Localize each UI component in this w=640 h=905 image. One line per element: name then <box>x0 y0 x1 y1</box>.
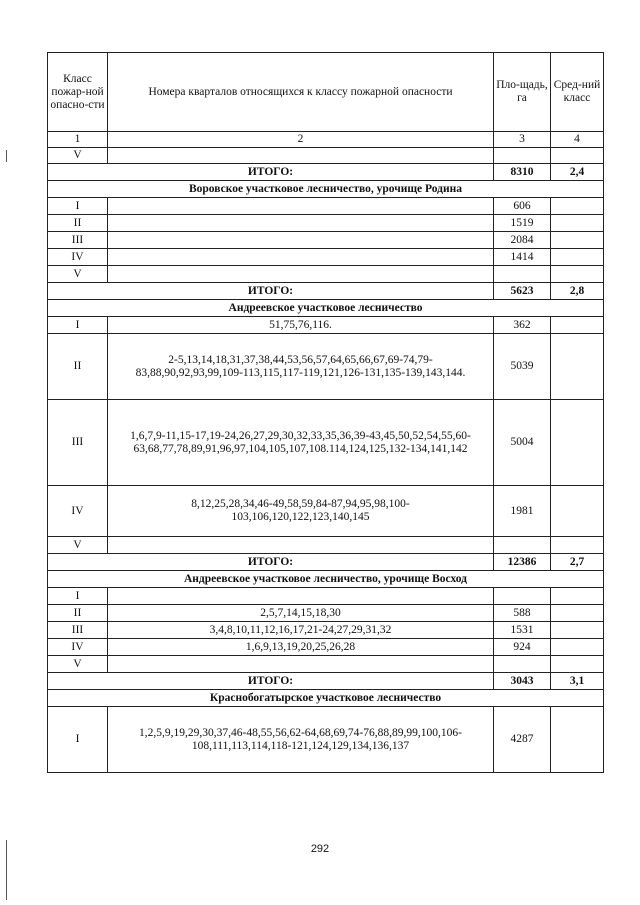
total-label: ИТОГО: <box>48 283 494 300</box>
avg-cell <box>551 486 604 537</box>
table-row <box>48 198 604 215</box>
quarters-cell: 8,12,25,28,34,46-49,58,59,84-87,94,95,98,100-103,106,120,122,123,140,145 <box>108 486 494 537</box>
area-cell: 924 <box>494 639 551 656</box>
area-cell <box>494 266 551 283</box>
avg-cell <box>551 232 604 249</box>
column-number-cell: 1 <box>48 132 108 148</box>
total-label: ИТОГО: <box>48 164 494 181</box>
quarters-cell: 2-5,13,14,18,31,37,38,44,53,56,57,64,65,66,67,69-74,79-83,88,90,92,93,99,109-113,115,117-119,121,126-131,135-139,143,144. <box>108 334 494 400</box>
quarters-cell: 2,5,7,14,15,18,30 <box>108 605 494 622</box>
total-avg: 2,8 <box>551 283 604 300</box>
header-avg-cell: Сред-ний класс <box>551 53 604 132</box>
area-cell: 1414 <box>494 249 551 266</box>
total-area: 3043 <box>494 673 551 690</box>
total-avg: 3,1 <box>551 673 604 690</box>
quarters-cell <box>108 656 494 673</box>
table-row <box>48 605 604 622</box>
area-cell <box>494 537 551 554</box>
quarters-cell <box>108 588 494 605</box>
class-cell: I <box>48 198 108 215</box>
table-row <box>48 249 604 266</box>
quarters-cell: 3,4,8,10,11,12,16,17,21-24,27,29,31,32 <box>108 622 494 639</box>
area-cell: 2084 <box>494 232 551 249</box>
total-label: ИТОГО: <box>48 673 494 690</box>
column-number-cell: 4 <box>551 132 604 148</box>
total-avg: 2,7 <box>551 554 604 571</box>
table-row <box>48 215 604 232</box>
table-row <box>48 486 604 537</box>
avg-cell <box>551 707 604 773</box>
class-cell: IV <box>48 486 108 537</box>
header-row <box>48 53 604 132</box>
class-cell: V <box>48 656 108 673</box>
table-row <box>48 400 604 486</box>
total-label: ИТОГО: <box>48 554 494 571</box>
area-cell: 362 <box>494 317 551 334</box>
header-area-cell: Пло-щадь, га <box>494 53 551 132</box>
column-number-cell: 2 <box>108 132 494 148</box>
total-area: 8310 <box>494 164 551 181</box>
area-cell: 1519 <box>494 215 551 232</box>
class-cell: IV <box>48 249 108 266</box>
quarters-cell <box>108 232 494 249</box>
area-cell <box>494 148 551 164</box>
avg-cell <box>551 656 604 673</box>
section-title-row <box>48 300 604 317</box>
area-cell: 5039 <box>494 334 551 400</box>
quarters-cell: 51,75,76,116. <box>108 317 494 334</box>
quarters-cell <box>108 198 494 215</box>
total-row <box>48 673 604 690</box>
table-row <box>48 622 604 639</box>
class-cell: IV <box>48 639 108 656</box>
quarters-cell <box>108 537 494 554</box>
table-row <box>48 317 604 334</box>
avg-cell <box>551 605 604 622</box>
avg-cell <box>551 639 604 656</box>
class-cell: III <box>48 400 108 486</box>
quarters-cell <box>108 215 494 232</box>
table-row <box>48 334 604 400</box>
avg-cell <box>551 215 604 232</box>
class-cell: III <box>48 232 108 249</box>
avg-cell <box>551 334 604 400</box>
avg-cell <box>551 198 604 215</box>
total-area: 5623 <box>494 283 551 300</box>
section-title: Андреевское участковое лесничество <box>48 300 604 317</box>
section-title: Краснобогатырское участковое лесничество <box>48 690 604 707</box>
area-cell <box>494 588 551 605</box>
section-title-row <box>48 571 604 588</box>
column-number-cell: 3 <box>494 132 551 148</box>
class-cell: I <box>48 317 108 334</box>
table-row <box>48 266 604 283</box>
quarters-cell: 1,6,7,9-11,15-17,19-24,26,27,29,30,32,33,35,36,39-43,45,50,52,54,55,60-63,68,77,78,89,91,96,97,104,105,107,108.114,124,125,132-134,141,142 <box>108 400 494 486</box>
class-cell: II <box>48 605 108 622</box>
total-area: 12386 <box>494 554 551 571</box>
area-cell: 588 <box>494 605 551 622</box>
table-row <box>48 588 604 605</box>
total-row <box>48 164 604 181</box>
class-cell: I <box>48 707 108 773</box>
section-title: Андреевское участковое лесничество, урочище Восход <box>48 571 604 588</box>
forest-fire-class-table <box>47 52 604 773</box>
quarters-cell: 1,2,5,9,19,29,30,37,46-48,55,56,62-64,68,69,74-76,88,89,99,100,106-108,111,113,114,118-121,124,129,134,136,137 <box>108 707 494 773</box>
area-cell: 4287 <box>494 707 551 773</box>
avg-cell <box>551 249 604 266</box>
quarters-cell <box>108 148 494 164</box>
class-cell: II <box>48 215 108 232</box>
scan-mark <box>6 150 7 162</box>
total-row <box>48 554 604 571</box>
column-number-row <box>48 132 604 148</box>
section-title-row <box>48 181 604 198</box>
avg-cell <box>551 266 604 283</box>
class-cell: V <box>48 266 108 283</box>
header-quarters-cell: Номера кварталов относящихся к классу пожарной опасности <box>108 53 494 132</box>
section-title-row <box>48 690 604 707</box>
area-cell <box>494 656 551 673</box>
area-cell: 606 <box>494 198 551 215</box>
class-cell: III <box>48 622 108 639</box>
avg-cell <box>551 537 604 554</box>
area-cell: 5004 <box>494 400 551 486</box>
avg-cell <box>551 400 604 486</box>
table-row <box>48 537 604 554</box>
quarters-cell <box>108 266 494 283</box>
class-cell: V <box>48 537 108 554</box>
avg-cell <box>551 588 604 605</box>
page-number: 292 <box>310 843 330 855</box>
total-row <box>48 283 604 300</box>
table-row <box>48 148 604 164</box>
quarters-cell: 1,6,9,13,19,20,25,26,28 <box>108 639 494 656</box>
class-cell: V <box>48 148 108 164</box>
table-row <box>48 707 604 773</box>
class-cell: I <box>48 588 108 605</box>
area-cell: 1531 <box>494 622 551 639</box>
class-cell: II <box>48 334 108 400</box>
table-row <box>48 232 604 249</box>
table-row <box>48 639 604 656</box>
header-class-cell: Класс пожар-ной опасно-сти <box>48 53 108 132</box>
section-title: Воровское участковое лесничество, урочище Родина <box>48 181 604 198</box>
avg-cell <box>551 317 604 334</box>
table-row <box>48 656 604 673</box>
area-cell: 1981 <box>494 486 551 537</box>
avg-cell <box>551 622 604 639</box>
quarters-cell <box>108 249 494 266</box>
avg-cell <box>551 148 604 164</box>
total-avg: 2,4 <box>551 164 604 181</box>
